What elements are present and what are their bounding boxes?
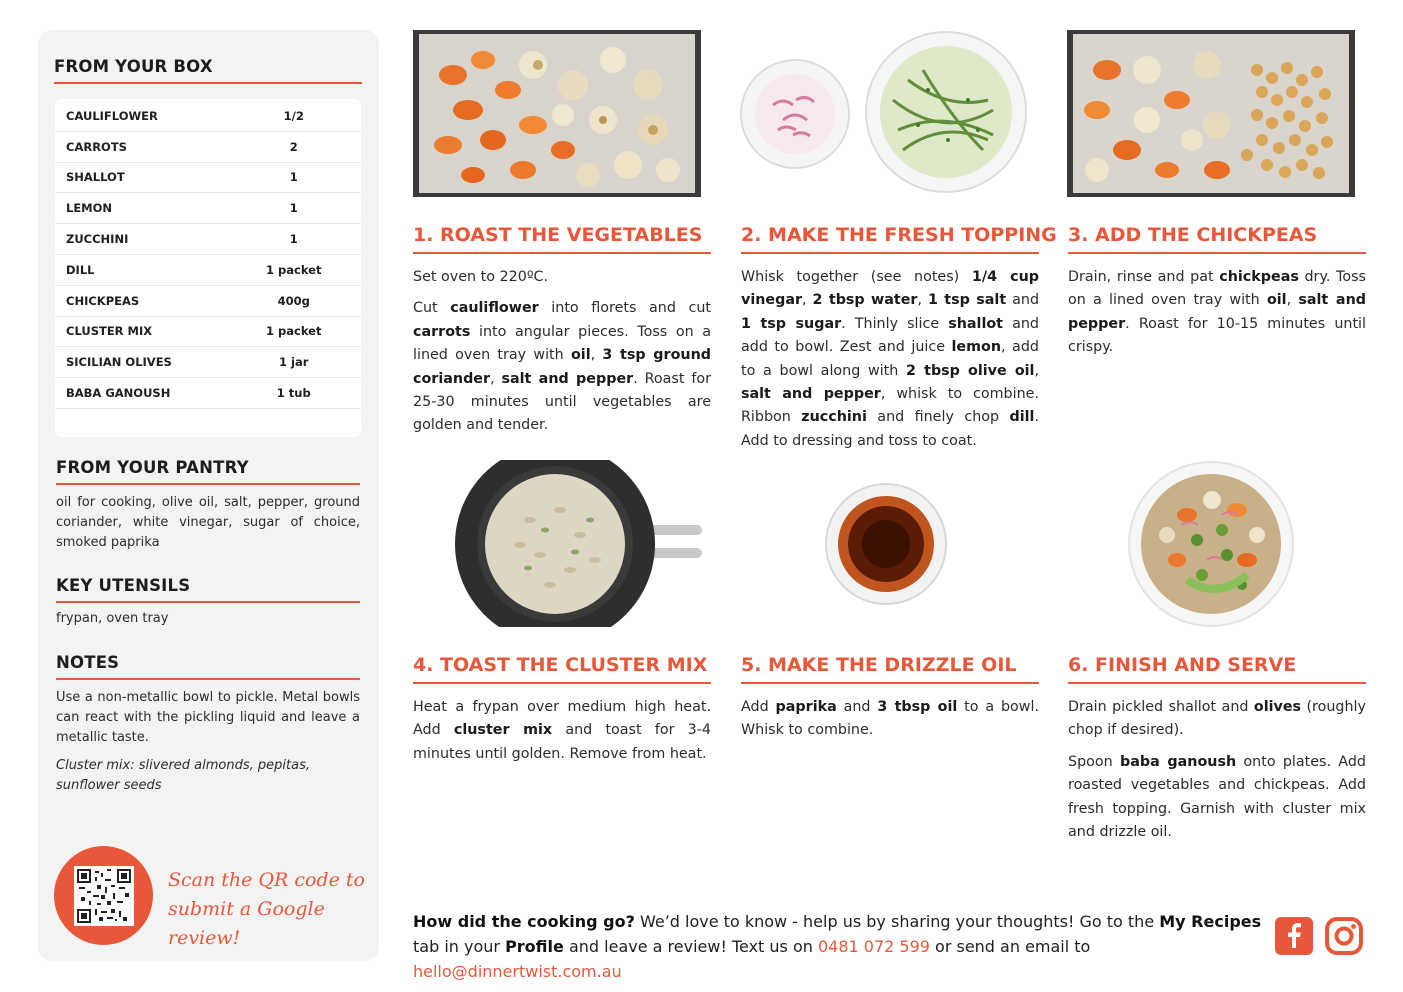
step-paragraph: [1068, 696, 1366, 743]
bold-text: 1 tsp sugar: [741, 315, 842, 332]
ingredient-qty: 2: [289, 139, 298, 154]
text-segment: ,: [590, 347, 603, 364]
bold-text: paprika: [775, 699, 837, 715]
text-segment: tab in your: [413, 937, 506, 956]
bold-text: 1 tsp salt: [927, 292, 1007, 309]
ingredient-row: [55, 378, 361, 409]
ingredients-sidebar: [38, 30, 379, 961]
ingredient-name: LEMON: [66, 201, 113, 216]
ingredient-row: [55, 101, 361, 132]
step-paragraph: [413, 266, 711, 289]
text-segment: ,: [1034, 362, 1039, 379]
text-segment[interactable]: 0481 072 599: [817, 937, 930, 956]
text-segment: Whisk together (see notes): [741, 269, 972, 285]
ingredient-name: BABA GANOUSH: [66, 386, 171, 401]
step-1-title: 1. ROAST THE VEGETABLES: [413, 224, 711, 254]
text-segment: and: [836, 699, 878, 715]
step-paragraph: [413, 696, 711, 766]
step-2-title: 2. MAKE THE FRESH TOPPING: [741, 224, 1039, 254]
text-segment: Drain, rinse and pat: [1068, 269, 1220, 285]
text-segment: into angular pieces. Toss on a lined oven tray with: [413, 323, 711, 364]
key-utensils-title: KEY UTENSILS: [56, 576, 360, 603]
text-segment: Cut: [413, 300, 451, 317]
bold-text: 2 tbsp olive oil: [906, 362, 1035, 379]
step-3-title: 3. ADD THE CHICKPEAS: [1068, 224, 1366, 254]
step-5-body: [741, 696, 1039, 743]
feedback-footer: [413, 909, 1263, 984]
text-segment: ,: [917, 292, 928, 309]
notes-cluster-mix: Cluster mix: slivered almonds, pepitas, sunflower seeds: [56, 758, 310, 793]
text-segment: . Roast for 25-30 minutes until vegetables are golden and tender.: [413, 370, 711, 434]
text-segment: dry. Toss on a lined oven tray with: [1068, 269, 1366, 309]
ingredient-name: CARROTS: [66, 139, 127, 154]
text-segment: Set oven to 220ºC.: [413, 269, 549, 285]
bold-text: 2 tbsp water: [812, 292, 918, 309]
ingredient-row: [55, 193, 361, 224]
from-your-pantry-title: FROM YOUR PANTRY: [56, 458, 360, 485]
ingredients-table: [55, 99, 361, 437]
ingredient-row: [55, 224, 361, 255]
text-segment: ,: [802, 292, 813, 309]
text-segment: . Add to dressing and toss to coat.: [741, 409, 1039, 449]
ingredient-name: CAULIFLOWER: [66, 108, 158, 123]
text-segment: and add to bowl. Zest and juice: [741, 315, 1039, 356]
bold-text: baba ganoush: [1119, 753, 1237, 770]
step-paragraph: [1068, 751, 1366, 845]
bold-text: zucchini: [801, 409, 867, 426]
text-segment: Spoon: [1068, 753, 1120, 770]
instagram-icon[interactable]: [1325, 917, 1363, 955]
ingredient-qty: 1/2: [283, 108, 304, 123]
qr-code-badge[interactable]: [54, 846, 153, 945]
cluster-mix-pan-photo: [450, 460, 702, 627]
text-segment[interactable]: hello@dinnertwist.com.au: [413, 962, 622, 981]
ingredient-name: CHICKPEAS: [66, 293, 140, 308]
bold-text: How did the cooking go?: [413, 912, 635, 931]
qr-caption-line-1: Scan the QR code to: [168, 869, 365, 891]
text-segment: (roughly chop if desired).: [1068, 699, 1366, 739]
text-segment: to a bowl. Whisk to combine.: [741, 699, 1039, 739]
ingredient-qty: 1 packet: [266, 324, 322, 339]
pantry-list: oil for cooking, olive oil, salt, pepper, ground coriander, white vinegar, sugar of choice, smoked paprika: [56, 495, 360, 550]
step-2-body: [741, 266, 1039, 453]
text-segment: , whisk to combine. Ribbon: [741, 386, 1039, 426]
step-paragraph: [413, 297, 711, 437]
bold-text: salt and pepper: [741, 386, 881, 403]
ingredient-qty: 1 jar: [279, 355, 309, 370]
ingredient-qty: 1 packet: [266, 262, 322, 277]
step-paragraph: [741, 696, 1039, 743]
ingredient-qty: 1 tub: [276, 386, 311, 401]
ingredient-row: [55, 255, 361, 286]
ingredient-qty: 1: [289, 170, 298, 185]
text-segment: . Roast for 10-15 minutes until crispy.: [1068, 315, 1366, 356]
notes-title: NOTES: [56, 653, 360, 680]
bold-text: lemon: [951, 339, 1002, 356]
qr-caption-line-2: submit a Google review!: [168, 898, 325, 949]
ingredient-row: [55, 163, 361, 194]
bold-text: carrots: [413, 323, 471, 340]
step-6-body: [1068, 696, 1366, 844]
text-segment: ,: [490, 370, 502, 387]
bold-text: olives: [1253, 699, 1302, 715]
text-segment: ,: [1286, 292, 1299, 309]
ingredient-row: [55, 347, 361, 378]
text-segment: We’d love to know - help us by sharing your thoughts! Go to the: [634, 912, 1160, 931]
roasted-vegetables-photo: [413, 30, 701, 197]
utensils-list: frypan, oven tray: [56, 611, 169, 626]
ingredient-qty: 400g: [277, 293, 310, 308]
bold-text: My Recipes: [1159, 912, 1262, 931]
step-1-body: [413, 266, 711, 438]
bold-text: salt and pepper: [1068, 292, 1366, 332]
ingredient-name: ZUCCHINI: [66, 232, 129, 247]
bold-text: salt and pepper: [501, 370, 634, 387]
bold-text: oil: [570, 347, 591, 364]
bold-text: chickpeas: [1219, 269, 1299, 285]
text-segment: and finely chop: [866, 409, 1010, 426]
text-segment: and toast for 3-4 minutes until golden. Remove from heat.: [413, 722, 711, 762]
ingredient-qty: 1: [289, 201, 298, 216]
text-segment: , add to a bowl along with: [741, 339, 1039, 379]
step-5-title: 5. MAKE THE DRIZZLE OIL: [741, 654, 1039, 684]
text-segment: Add: [741, 699, 776, 715]
text-segment: Drain pickled shallot and: [1068, 699, 1254, 715]
notes-text: Use a non-metallic bowl to pickle. Metal bowls can react with the pickling liquid and leave a metallic taste.: [56, 690, 360, 745]
text-segment: . Thinly slice: [841, 315, 949, 332]
ingredient-name: CLUSTER MIX: [66, 324, 153, 339]
bold-text: 3 tbsp oil: [877, 699, 958, 715]
text-segment: onto plates. Add roasted vegetables and chickpeas. Add fresh topping. Garnish with cluster mix and drizzle oil.: [1068, 753, 1366, 841]
step-3-body: [1068, 266, 1366, 360]
text-segment: into florets and cut: [538, 300, 711, 317]
text-segment: and: [1006, 292, 1040, 309]
bold-text: Profile: [505, 937, 564, 956]
ingredient-name: DILL: [66, 262, 95, 277]
step-paragraph: [1068, 266, 1366, 360]
ingredient-row: [55, 317, 361, 348]
text-segment: Heat a frypan over medium high heat. Add: [413, 699, 711, 739]
ingredient-row: [55, 132, 361, 163]
facebook-icon[interactable]: [1275, 917, 1313, 955]
ingredient-qty: 1: [289, 232, 298, 247]
bold-text: shallot: [948, 315, 1004, 332]
fresh-topping-photo: [738, 30, 1038, 197]
qr-caption: [168, 866, 368, 953]
bold-text: oil: [1266, 292, 1287, 309]
qr-code-icon: [74, 866, 134, 926]
step-4-body: [413, 696, 711, 766]
bold-text: cluster mix: [453, 722, 553, 739]
bold-text: 1/4 cup vinegar: [741, 269, 1040, 309]
bold-text: dill: [1009, 409, 1035, 426]
bold-text: cauliflower: [450, 300, 539, 317]
drizzle-oil-photo: [824, 482, 948, 606]
finished-dish-photo: [1127, 460, 1295, 628]
step-paragraph: [741, 266, 1039, 453]
ingredient-row: [55, 286, 361, 317]
text-segment: and leave a review! Text us on: [563, 937, 818, 956]
from-your-box-title: FROM YOUR BOX: [54, 57, 362, 84]
step-4-title: 4. TOAST THE CLUSTER MIX: [413, 654, 711, 684]
step-6-title: 6. FINISH AND SERVE: [1068, 654, 1366, 684]
bold-text: 3 tsp ground coriander: [413, 347, 711, 387]
chickpeas-tray-photo: [1067, 30, 1355, 197]
text-segment: or send an email to: [929, 937, 1091, 956]
ingredient-name: SHALLOT: [66, 170, 125, 185]
ingredient-name: SICILIAN OLIVES: [66, 355, 172, 370]
